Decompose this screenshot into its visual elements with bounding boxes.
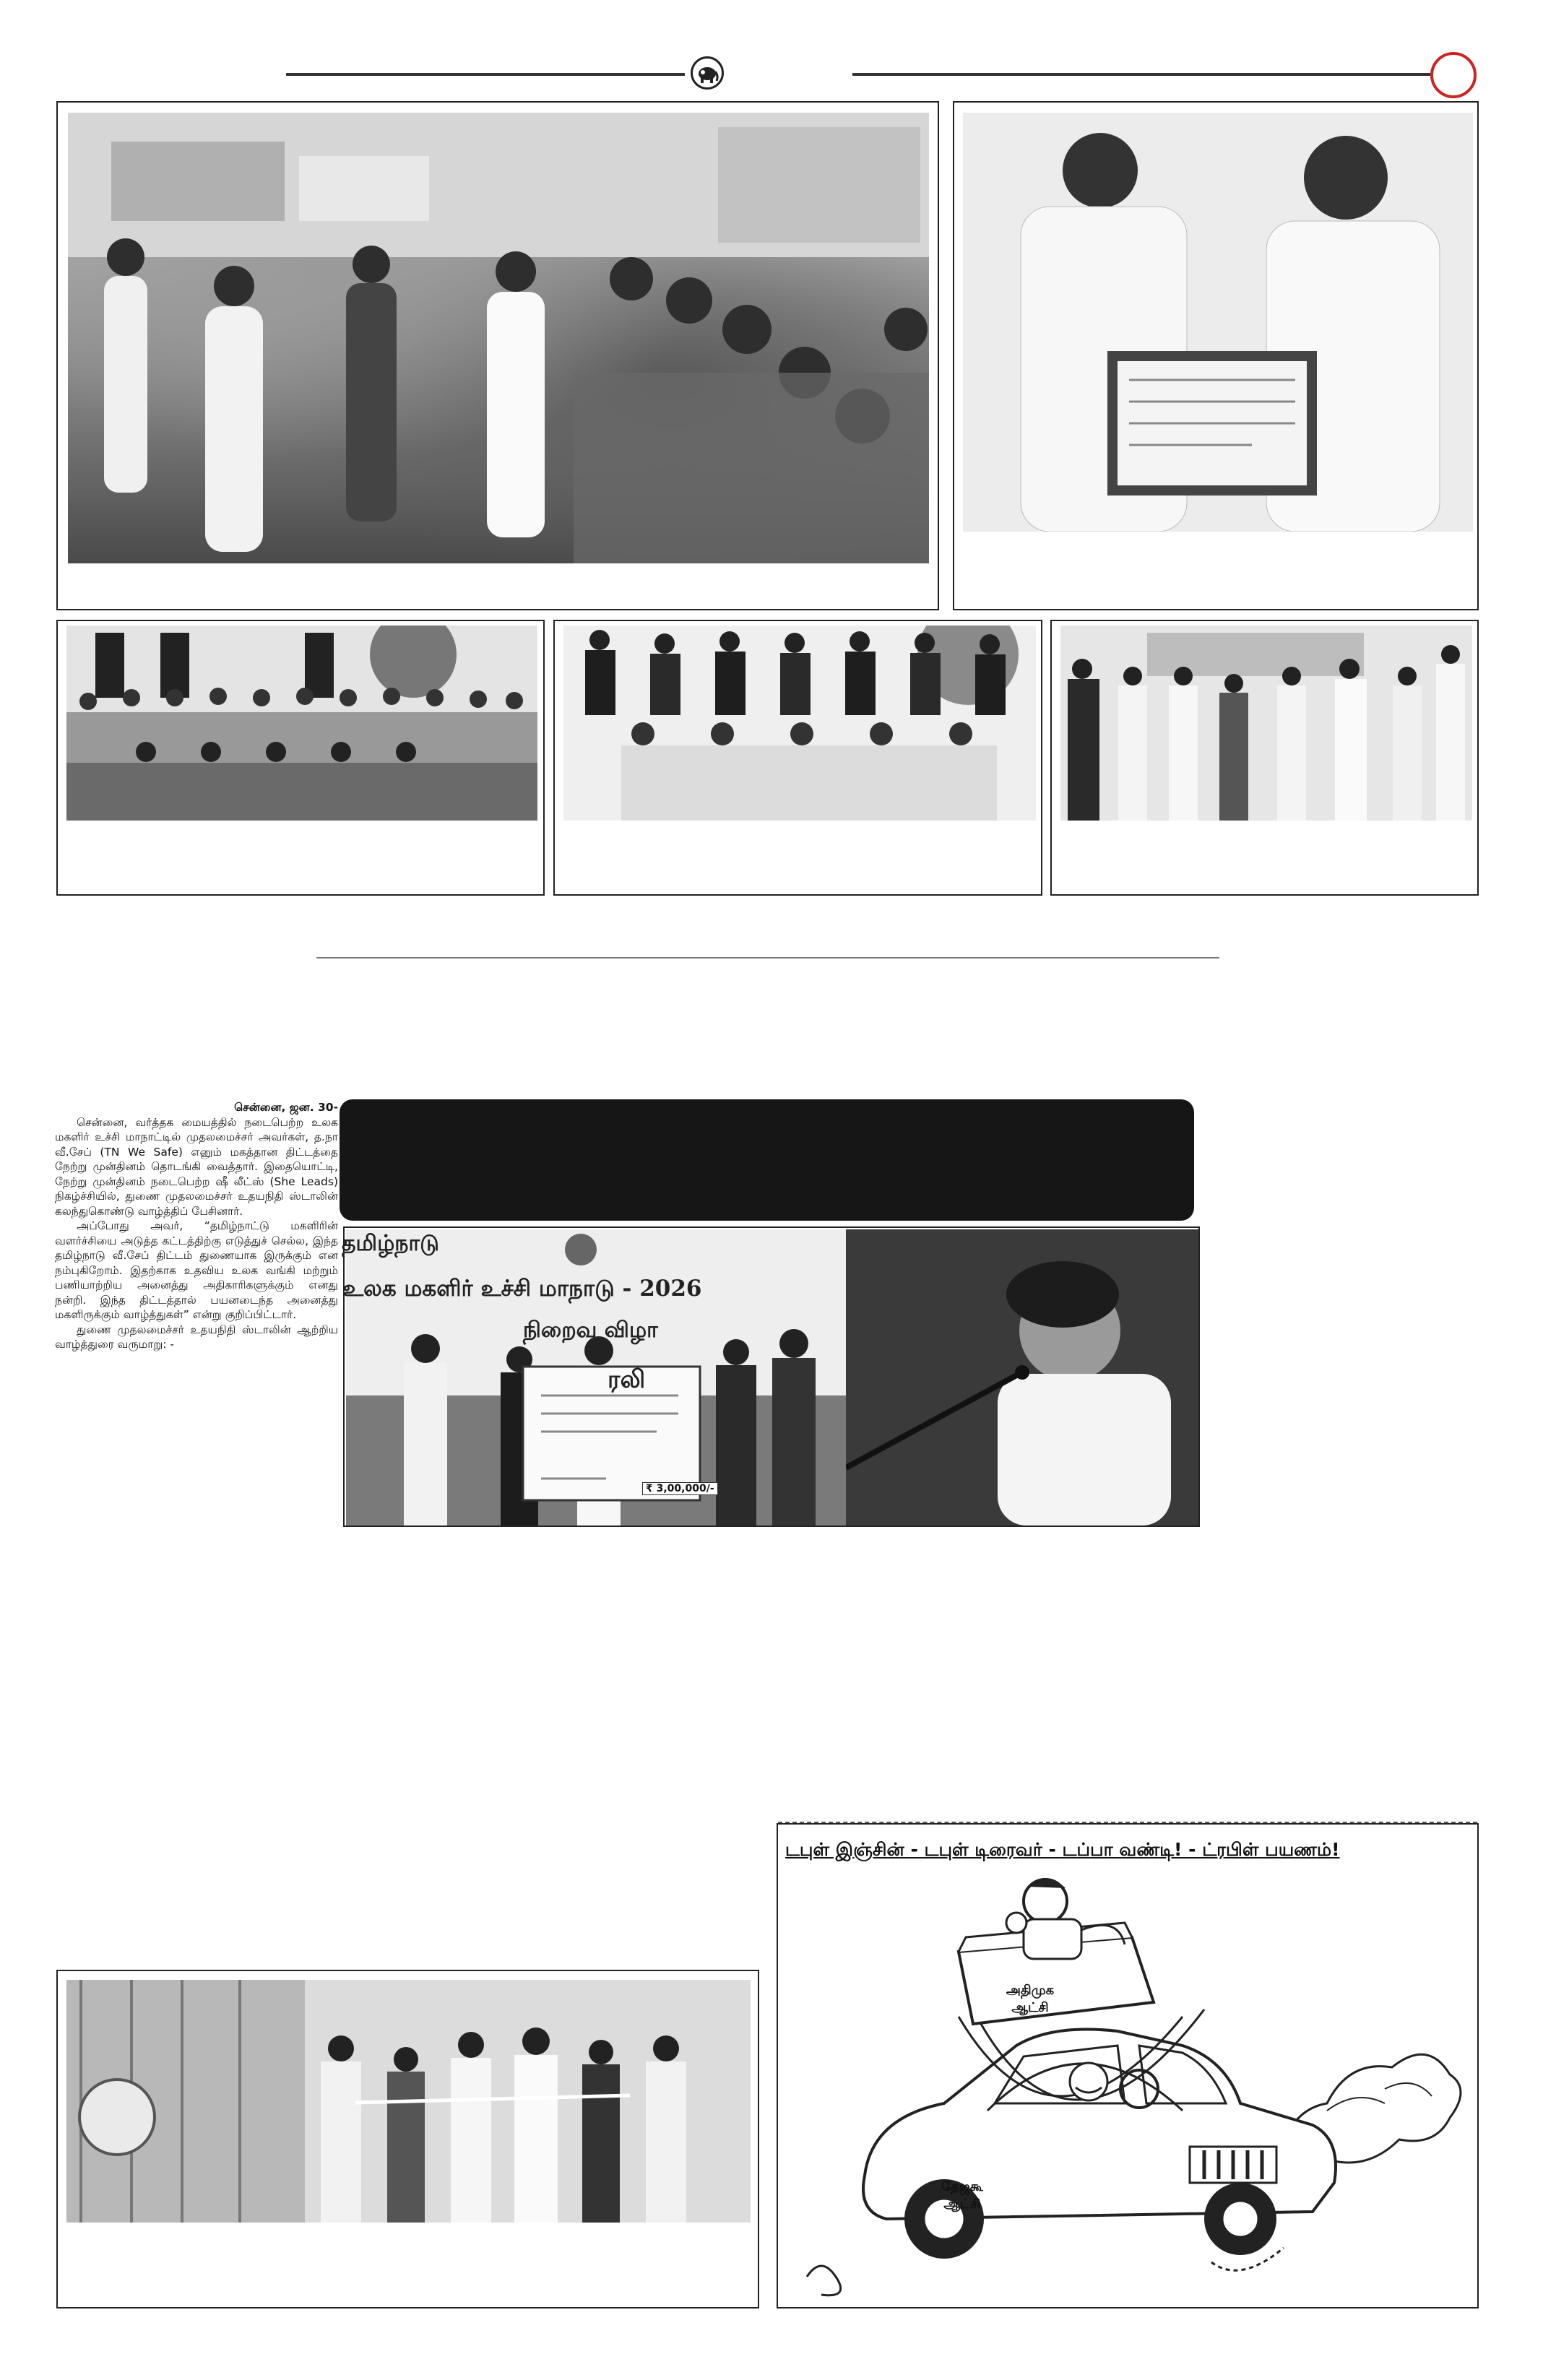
- banner-line-state: தமிழ்நாடு: [342, 1231, 439, 1256]
- article-paragraph: சென்னை, வர்த்தக மையத்தில் நடைபெற்ற உலக மகளிர் உச்சி மாநாட்டில் முதலமைச்சர் அவர்கள், த.நா வீ.சேப் (TN We Safe) எனும் மகத்தான திட்டத்தை நேற்று முன்தினம் தொடங்கி வைத்தார். இதையொட்டி, நேற்று முன்தினம் நடைபெற்ற ஷீ லீட்ஸ் (She Leads) நிகழ்ச்சியில், துணை முதலமைச்சர் உதயநிதி ஸ்டாலின் கலந்துகொண்டு வாழ்த்திப் பேசினார்.: [55, 1115, 338, 1218]
- cartoon-label-car: தேஜகூ ஆட்சி: [941, 2179, 983, 2212]
- headline-box: [340, 1099, 1194, 1221]
- cartoon-title: டபுள் இஞ்சின் - டபுள் டிரைவர் - டப்பா வண்டி! - ட்ரபிள் பயணம்!: [785, 1839, 1340, 1860]
- photo-crowd-greeting: [68, 113, 929, 563]
- cartoon-frame: [777, 1823, 1479, 2308]
- cheque-amount: ₹ 3,00,000/-: [642, 1482, 718, 1495]
- photo-group-athletes-2: [563, 626, 1036, 821]
- article-paragraph: அப்போது அவர், “தமிழ்நாட்டு மகளிரின் வளர்ச்சியை அடுத்த கட்டத்திற்கு எடுத்துச் செல்ல, இந்த தமிழ்நாடு வீ.சேப் திட்டம் துணையாக இருக்கும் என நம்புகிறோம். இதற்காக உதவிய உலக வங்கி மற்றும் பணியாற்றிய அனைத்து அதிகாரிகளுக்கும் எனது நன்றி. இந்த திட்டத்தால் பயனடைந்த அனைத்து மகளிருக்கும் வாழ்த்துகள்” என்று குறிப்பிட்டார்.: [55, 1219, 338, 1321]
- section-divider: [316, 957, 1219, 959]
- article-dateline: சென்னை, ஜன. 30-: [234, 1101, 338, 1114]
- photo-ribbon-cutting: [66, 1980, 751, 2223]
- article-paragraph: துணை முதலமைச்சர் உதயநிதி ஸ்டாலின் ஆற்றிய வாழ்த்துரை வருமாறு: -: [55, 1323, 338, 1351]
- page-circle-icon: [1430, 52, 1477, 98]
- cartoon-label-top: அதிமுக ஆட்சி: [1006, 1983, 1055, 2015]
- photo-frame-group-1: [56, 620, 545, 896]
- photo-garland-ceremony: [1060, 626, 1472, 821]
- banner-line-summit: உலக மகளிர் உச்சி மாநாடு - 2026: [343, 1276, 702, 1302]
- photo-speaker-mic: [846, 1229, 1198, 1526]
- photo-frame-inauguration: [56, 1970, 759, 2308]
- masthead-rule-left: [286, 73, 685, 76]
- photo-frame-event: [343, 1226, 1200, 1527]
- banner-line-fragment: ரலி: [608, 1365, 646, 1394]
- cartoon-drawing: [778, 1872, 1477, 2306]
- elephant-emblem-icon: [691, 56, 724, 90]
- photo-summit-stage: [342, 1229, 846, 1526]
- masthead-rule-right: [852, 73, 1430, 76]
- photo-frame-certificate: [953, 101, 1479, 610]
- article-column: [55, 1100, 338, 1352]
- photo-frame-crowd: [56, 101, 939, 610]
- photo-frame-garland: [1050, 620, 1479, 896]
- photo-frame-group-2: [553, 620, 1042, 896]
- photo-group-athletes-1: [66, 626, 537, 821]
- banner-line-closing: நிறைவு விழா: [523, 1317, 658, 1343]
- photo-certificate-presentation: [963, 113, 1473, 532]
